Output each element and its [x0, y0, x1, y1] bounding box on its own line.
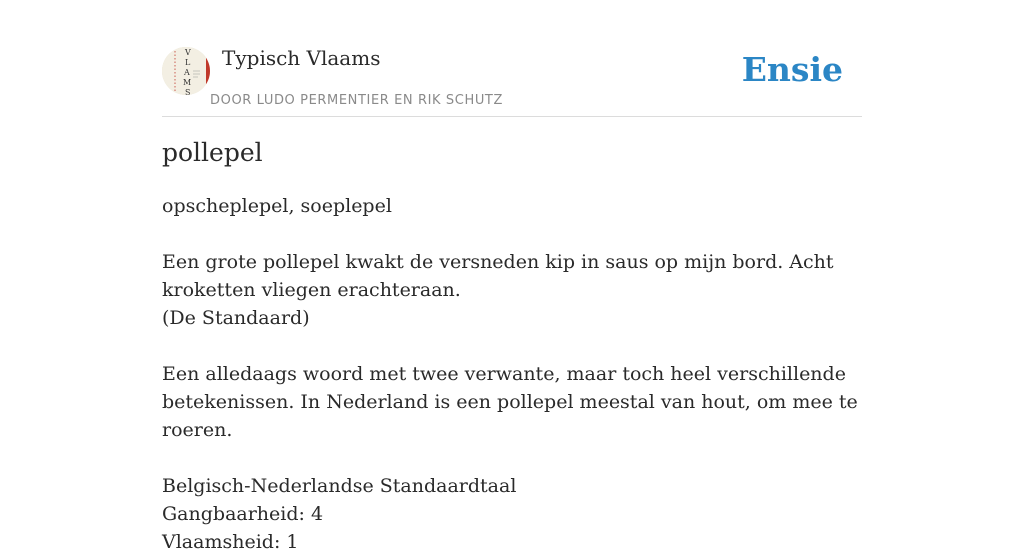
ensie-logo-link[interactable]: Ensie [741, 50, 843, 89]
avatar-letter: A [184, 68, 190, 77]
entry-gangbaarheid: Gangbaarheid: 4 [162, 503, 324, 525]
avatar-letter: S [185, 88, 191, 95]
entry-vlaamsheid: Vlaamsheid: 1 [162, 531, 299, 553]
book-title[interactable]: Typisch Vlaams [222, 46, 381, 70]
entry-body [162, 192, 862, 556]
entry-note: Een alledaags woord met twee verwante, maar toch heel verschillende betekenissen. In Nederland is een pollepel meestal van hout, om mee te roeren. [162, 363, 858, 441]
spacer [162, 220, 862, 248]
spacer [162, 332, 862, 360]
avatar-letter: L [185, 58, 191, 67]
entry-source: (De Standaard) [162, 307, 310, 329]
entry-register: Belgisch-Nederlandse Standaardtaal [162, 475, 517, 497]
book-cover-icon [162, 47, 210, 95]
avatar-letter: M [183, 78, 192, 87]
authors-byline: DOOR LUDO PERMENTIER EN RIK SCHUTZ [210, 93, 503, 108]
entry-quote: Een grote pollepel kwakt de versneden kip in saus op mijn bord. Acht kroketten vliegen erachteraan. [162, 251, 834, 301]
avatar[interactable] [162, 47, 210, 95]
spacer [162, 444, 862, 472]
entry-title: pollepel [162, 138, 263, 167]
avatar-letter: V [185, 48, 191, 57]
header [162, 40, 862, 117]
entry-definition: opscheplepel, soeplepel [162, 195, 392, 217]
